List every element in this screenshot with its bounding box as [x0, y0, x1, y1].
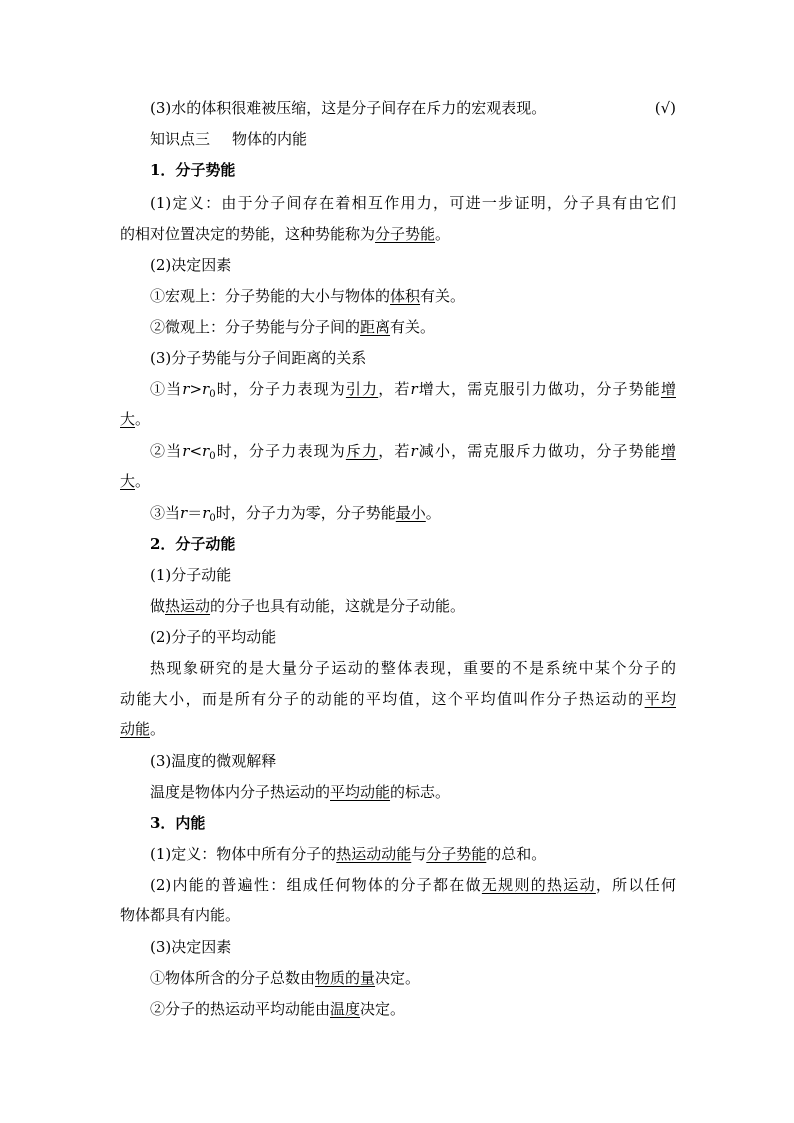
text-run: 的总和。 — [486, 845, 547, 863]
text-run: 的标志。 — [390, 783, 451, 801]
text-run: ①当 — [150, 380, 183, 398]
paragraph-line — [150, 378, 676, 406]
section-title: 物体的内能 — [232, 130, 308, 148]
text-run: 有关。 — [420, 287, 466, 305]
text-run: (2)内能的普遍性：组成任何物体的分子都在做 — [150, 876, 482, 894]
text-run: 与 — [411, 845, 427, 863]
paragraph-line — [150, 285, 676, 307]
underlined-term: 大 — [120, 472, 136, 490]
underlined-term: 距离 — [360, 318, 391, 336]
text-run: 动能大小，而是所有分子的动能的平均值，这个平均值叫作分子热运动的 — [120, 690, 645, 708]
variable-r: r — [202, 380, 210, 398]
subscript: 0 — [209, 389, 216, 400]
variable-r: r — [182, 442, 190, 460]
operator: ＝ — [187, 504, 203, 522]
text-run: 时，分子力表现为 — [215, 442, 346, 460]
paragraph-line — [120, 718, 676, 740]
text-run: (1)定义：物体中所有分子的 — [150, 845, 337, 863]
text-run: 做 — [150, 597, 166, 615]
section-heading — [150, 128, 676, 150]
paragraph-line: 物体都具有内能。 — [120, 906, 241, 924]
text-run: ③当 — [150, 504, 181, 522]
text-run: 的分子也具有动能，这就是分子动能。 — [210, 597, 466, 615]
text-run: 。 — [425, 504, 441, 522]
underlined-term: 引力 — [345, 380, 379, 398]
text-run: ，若 — [378, 380, 411, 398]
paragraph-line: (2)分子的平均动能 — [150, 628, 277, 646]
text-run: 增大，需克服引力做功，分子势能 — [417, 380, 661, 398]
underlined-term: 热运动 — [165, 597, 211, 615]
text-run: 。 — [135, 410, 151, 428]
underlined-term: 物质的量 — [315, 969, 376, 987]
paragraph-line — [150, 502, 676, 530]
paragraph-line: (3)决定因素 — [150, 938, 232, 956]
paragraph-line — [150, 440, 676, 468]
underlined-term: 体积 — [390, 287, 421, 305]
underlined-term: 平均动能 — [330, 783, 391, 801]
paragraph-line — [150, 316, 676, 338]
paragraph-line — [150, 998, 676, 1020]
paragraph-line — [150, 781, 676, 803]
variable-r: r — [182, 380, 190, 398]
text-run: ，所以任何 — [595, 876, 676, 894]
text-run: 的相对位置决定的势能，这种势能称为 — [120, 225, 376, 243]
text-run: 。 — [150, 720, 166, 738]
text-run: 。 — [435, 225, 451, 243]
variable-r: r — [202, 504, 210, 522]
text-run: 决定。 — [360, 1000, 406, 1018]
underlined-term: 大 — [120, 410, 136, 428]
statement-line — [150, 97, 676, 119]
operator: > — [189, 380, 203, 398]
underlined-term: 斥力 — [345, 442, 379, 460]
paragraph-line — [120, 223, 676, 245]
text-run: ②当 — [150, 442, 183, 460]
underlined-term: 增 — [660, 380, 676, 398]
text-run: ①宏观上：分子势能的大小与物体的 — [150, 287, 391, 305]
underlined-term: 最小 — [395, 504, 426, 522]
underlined-term: 平均 — [644, 690, 676, 708]
section-label: 知识点三 — [150, 130, 211, 148]
underlined-term: 温度 — [330, 1000, 361, 1018]
text-run: 时，分子力为零，分子势能 — [215, 504, 396, 522]
statement-text: (3)水的体积很难被压缩，这是分子间存在斥力的宏观表现。 — [150, 99, 547, 117]
variable-r: r — [180, 504, 188, 522]
operator: < — [189, 442, 203, 460]
paragraph-line — [150, 595, 676, 617]
underlined-term: 动能 — [120, 720, 151, 738]
check-mark: (√) — [654, 99, 676, 117]
variable-r: r — [410, 442, 418, 460]
subscript: 0 — [209, 451, 216, 462]
paragraph-line — [120, 408, 676, 430]
paragraph-line: (3)分子势能与分子间距离的关系 — [150, 349, 367, 367]
paragraph-line — [150, 843, 676, 865]
text-run: 减小，需克服斥力做功，分子势能 — [417, 442, 661, 460]
text-run: ②分子的热运动平均动能由 — [150, 1000, 331, 1018]
paragraph-line — [120, 470, 676, 492]
underlined-term: 分子势能 — [426, 845, 487, 863]
text-run: 时，分子力表现为 — [215, 380, 346, 398]
text-run: 。 — [135, 472, 151, 490]
subscript: 0 — [209, 513, 216, 524]
paragraph-line: (1)分子动能 — [150, 566, 232, 584]
underlined-term: 增 — [660, 442, 676, 460]
paragraph-line: (3)温度的微观解释 — [150, 752, 277, 770]
subheading-internal-energy: 3．内能 — [150, 814, 206, 832]
paragraph-line — [120, 688, 676, 710]
underlined-term: 热运动动能 — [336, 845, 412, 863]
text-run: 温度是物体内分子热运动的 — [150, 783, 331, 801]
underlined-term: 无规则的热运动 — [481, 876, 596, 894]
paragraph-line: 热现象研究的是大量分子运动的整体表现，重要的不是系统中某个分子的 — [150, 659, 676, 677]
paragraph-line — [150, 874, 676, 896]
text-run: ②微观上：分子势能与分子间的 — [150, 318, 361, 336]
paragraph-line: (2)决定因素 — [150, 256, 232, 274]
text-run: 决定。 — [375, 969, 421, 987]
paragraph-line: (1)定义：由于分子间存在着相互作用力，可进一步证明，分子具有由它们 — [150, 194, 676, 212]
paragraph-line — [150, 967, 676, 989]
text-run: ，若 — [378, 442, 411, 460]
subheading-molecular-potential-energy: 1．分子势能 — [150, 161, 236, 179]
underlined-term: 分子势能 — [375, 225, 436, 243]
text-run: ①物体所含的分子总数由 — [150, 969, 316, 987]
subheading-molecular-kinetic-energy: 2．分子动能 — [150, 535, 236, 553]
variable-r: r — [410, 380, 418, 398]
text-run: 有关。 — [390, 318, 436, 336]
variable-r: r — [202, 442, 210, 460]
